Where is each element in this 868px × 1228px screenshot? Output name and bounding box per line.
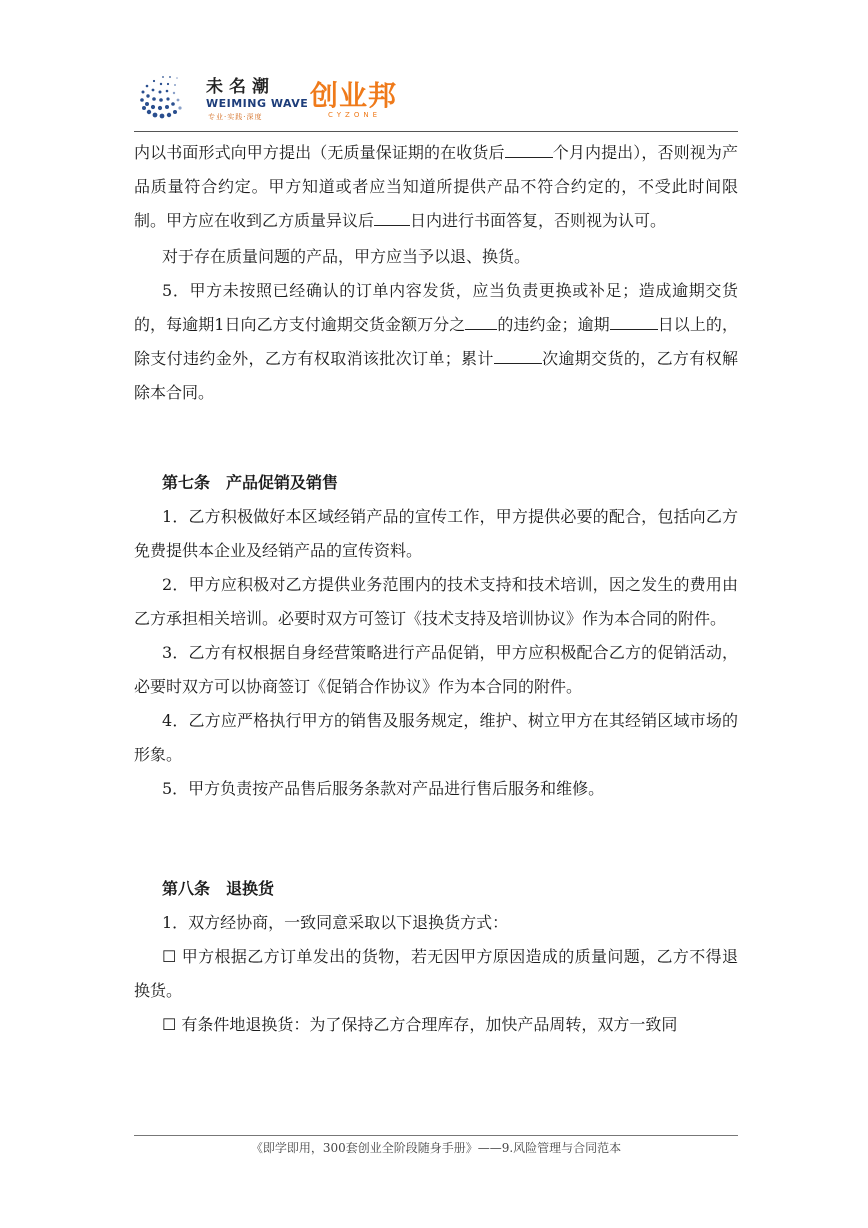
footer-divider <box>134 1135 738 1136</box>
blank-line <box>465 313 497 330</box>
blank-line <box>610 313 658 330</box>
text-run: 内以书面形式向甲方提出（无质量保证期的在收货后 <box>134 143 505 162</box>
blank-line <box>374 209 410 226</box>
section-spacer <box>134 410 738 466</box>
document-body <box>134 136 738 1042</box>
section8-intro: 1．双方经协商，一致同意采取以下退换货方式： <box>162 913 509 932</box>
section7-item-5: 5．甲方负责按产品售后服务条款对产品进行售后服务和维修。 <box>162 779 605 798</box>
section7-item-1: 1．乙方积极做好本区域经销产品的宣传工作，甲方提供必要的配合，包括向乙方免费提供本企业及经销产品的宣传资料。 <box>134 507 738 560</box>
logo-chinese-name: 未名潮 <box>206 77 275 97</box>
blank-line <box>505 141 553 158</box>
text-run: 个月内提出），否则视为产品质量符合约定。甲方知道或者应当知道所提供产品不符合约定的，不受此时间限制。甲方应在收到乙方质量异议后 <box>134 143 738 230</box>
text-run: 日内进行书面答复，否则视为认可。 <box>410 211 667 230</box>
section7-item-2: 2．甲方应积极对乙方提供业务范围内的技术支持和技术培训，因之发生的费用由乙方承担相关培训。必要时双方可签订《技术支持及培训协议》作为本合同的附件。 <box>134 575 738 628</box>
brand-logo-en: CYZONE <box>328 111 382 119</box>
section7-item-3: 3．乙方有权根据自身经营策略进行产品促销，甲方应积极配合乙方的促销活动，必要时双方可以协商签订《促销合作协议》作为本合同的附件。 <box>134 643 738 696</box>
text-run: 的违约金；逾期 <box>497 315 610 334</box>
section-heading-8: 第八条 退换货 <box>162 879 275 898</box>
blank-line <box>494 347 542 364</box>
page-header <box>134 58 738 132</box>
section8-option-conditional: ☐ 有条件地退换货：为了保持乙方合理库存，加快产品周转，双方一致同 <box>162 1015 678 1034</box>
header-divider <box>134 131 738 132</box>
brand-logo-cn: 创业邦 <box>310 79 398 112</box>
logo-tagline: 专业·实践·深度 <box>208 113 263 121</box>
section8-option-no-return: ☐ 甲方根据乙方订单发出的货物，若无因甲方原因造成的质量问题，乙方不得退换货。 <box>134 947 738 1000</box>
page-footer: 《即学即用，300套创业全阶段随身手册》——9.风险管理与合同范本 <box>250 1141 622 1155</box>
text-run: 5．甲方未按照已经确认的订单内容发货，应当负责更换或补足；造成逾期交货的，每逾期1日向乙方支付逾期交货金额万分之 <box>134 281 738 334</box>
text-run: 日以上的，除支付违约金外，乙方有权取消该批次订单；累计 <box>134 315 738 368</box>
section7-item-4: 4．乙方应严格执行甲方的销售及服务规定，维护、树立甲方在其经销区域市场的形象。 <box>134 711 738 764</box>
paragraph-delivery-delay <box>134 274 738 410</box>
logo-english-name: WEIMING WAVE <box>206 97 309 110</box>
section-heading-7: 第七条 产品促销及销售 <box>162 473 339 492</box>
weiming-wave-logo-icon <box>134 68 198 126</box>
paragraph-quality-objection <box>134 136 738 238</box>
paragraph-return-exchange: 对于存在质量问题的产品，甲方应当予以退、换货。 <box>162 247 531 266</box>
text-run: 次逾期交货的，乙方有权解除本合同。 <box>134 349 738 402</box>
section-spacer <box>134 806 738 872</box>
